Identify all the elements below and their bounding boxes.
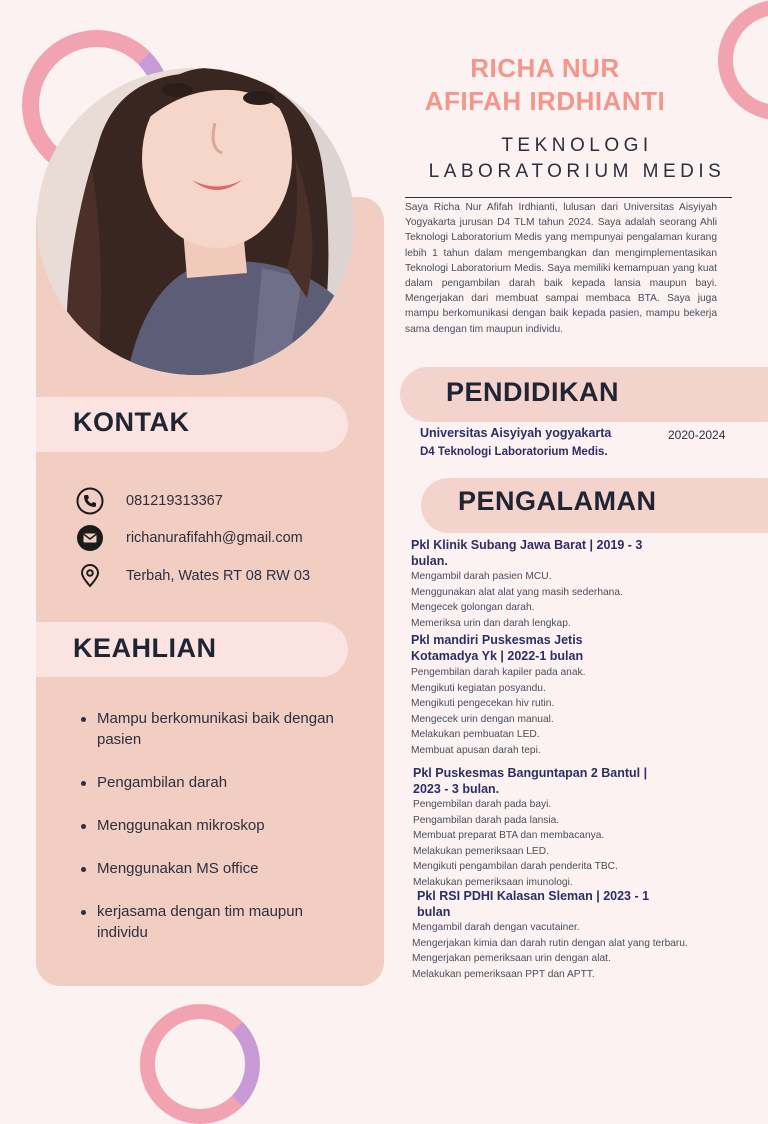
experience-item xyxy=(412,888,724,982)
experience-task: Mengerjakan pemeriksaan urin dengan alat. xyxy=(412,953,611,964)
experience-item-title: Pkl RSI PDHI Kalasan Sleman | 2023 - 1 bulan xyxy=(417,889,650,919)
contact-title: KONTAK xyxy=(73,407,190,437)
experience-item-title: Pkl Puskesmas Banguntapan 2 Bantul | 2023 - 3 bulan. xyxy=(413,766,648,796)
address: Terbah, Wates RT 08 RW 03 xyxy=(126,568,311,584)
experience-task: Melakukan pemeriksaan PPT dan APTT. xyxy=(412,968,595,980)
decorative-ring-bottom xyxy=(140,1004,260,1124)
experience-task: Membuat preparat BTA dan membacanya. xyxy=(413,830,605,841)
experience-item xyxy=(411,537,723,631)
skill-item: Mampu berkomunikasi baik dengan pasien xyxy=(78,708,348,750)
experience-task: Melakukan pemeriksaan imunologi. xyxy=(413,876,573,888)
skills-list xyxy=(78,708,348,943)
experience-task: Menggunakan alat alat yang masih sederhana. xyxy=(411,586,623,598)
email-address: richanurafifahh@gmail.com xyxy=(126,530,303,546)
education-program: D4 Teknologi Laboratorium Medis. xyxy=(420,446,608,458)
experience-task-list xyxy=(413,797,723,890)
experience-item-title: Pkl mandiri Puskesmas Jetis Kotamadya Yk | 2022-1 bulan xyxy=(411,633,584,663)
experience-task: Memeriksa urin dan darah lengkap. xyxy=(411,617,571,629)
experience-task: Mengikuti kegiatan posyandu. xyxy=(411,682,546,694)
contact-address[interactable] xyxy=(76,561,366,591)
experience-task: Mengerjakan kimia dan darah rutin dengan alat yang terbaru. xyxy=(412,937,688,949)
role-line-1: TEKNOLOGI xyxy=(501,135,653,156)
education-title: PENDIDIKAN xyxy=(446,377,620,407)
profile-photo-illustration xyxy=(37,68,354,375)
experience-task: Mengambil darah pasien MCU. xyxy=(411,571,552,582)
name-line-1: RICHA NUR xyxy=(470,53,620,83)
skill-item: Menggunakan mikroskop xyxy=(78,815,348,836)
education-school: Universitas Aisyiyah yogyakarta xyxy=(420,426,612,440)
skills-title: KEAHLIAN xyxy=(73,633,217,663)
phone-icon xyxy=(76,487,104,515)
experience-item-title: Pkl Klinik Subang Jawa Barat | 2019 - 3 bulan. xyxy=(411,538,643,568)
title-divider xyxy=(405,197,732,198)
experience-title: PENGALAMAN xyxy=(458,486,657,516)
experience-task: Melakukan pemeriksaan LED. xyxy=(413,845,549,857)
email-icon xyxy=(76,524,104,552)
job-title xyxy=(412,133,742,185)
education-years: 2020-2024 xyxy=(668,428,726,442)
experience-task-list xyxy=(411,665,723,758)
skill-item: Pengambilan darah xyxy=(78,772,348,793)
experience-task: Mengambil darah dengan vacutainer. xyxy=(412,922,580,933)
experience-task: Pengembilan darah kapiler pada anak. xyxy=(411,667,586,678)
name-line-2: AFIFAH IRDHIANTI xyxy=(424,86,666,116)
experience-task-list xyxy=(411,569,723,631)
experience-task: Membuat apusan darah tepi. xyxy=(411,744,541,756)
experience-task-list xyxy=(412,920,724,982)
experience-task: Mengecek urin dengan manual. xyxy=(411,713,554,725)
experience-task: Mengikuti pengecekan hiv rutin. xyxy=(411,698,555,709)
skill-item: kerjasama dengan tim maupun individu xyxy=(78,901,348,943)
contact-email[interactable] xyxy=(76,523,366,553)
experience-task: Mengikuti pengambilan darah penderita TBC. xyxy=(413,861,618,872)
skill-item: Menggunakan MS office xyxy=(78,858,348,879)
contact-phone[interactable] xyxy=(76,486,366,516)
experience-task: Pengembilan darah pada bayi. xyxy=(413,799,552,810)
profile-photo xyxy=(37,68,354,375)
experience-task: Mengecek golongan darah. xyxy=(411,602,535,613)
decorative-ring-top-right xyxy=(718,0,768,120)
experience-item xyxy=(413,765,723,890)
phone-number: 081219313367 xyxy=(126,493,223,509)
experience-item xyxy=(411,632,723,758)
experience-task: Melakukan pembuatan LED. xyxy=(411,729,540,740)
full-name xyxy=(400,52,690,118)
location-pin-icon xyxy=(76,562,104,590)
about-summary: Saya Richa Nur Afifah Irdhianti, lulusan dari Universitas Aisyiyah Yogyakarta jurusan D4 TLM tahun 2024. Saya adalah seorang Ahli Teknologi Laboratorium Medis yang mempunyai pengalaman kurang lebih 1 tahun dalam mengembangkan dan mengimplementasikan Teknologi Laboratorium Medis. Saya memiliki kemampuan yang kuat dalam pengambilan darah baik kepada lansia maupun bayi. Mengerjakan dari membuat sampai membaca BTA. Saya juga mampu berkomunikasi dengan baik kepada pasien, mampu bekerja sama dengan tim maupun individu. xyxy=(405,202,717,335)
experience-task: Pengambilan darah pada lansia. xyxy=(413,814,560,826)
role-line-2: LABORATORIUM MEDIS xyxy=(428,161,726,182)
